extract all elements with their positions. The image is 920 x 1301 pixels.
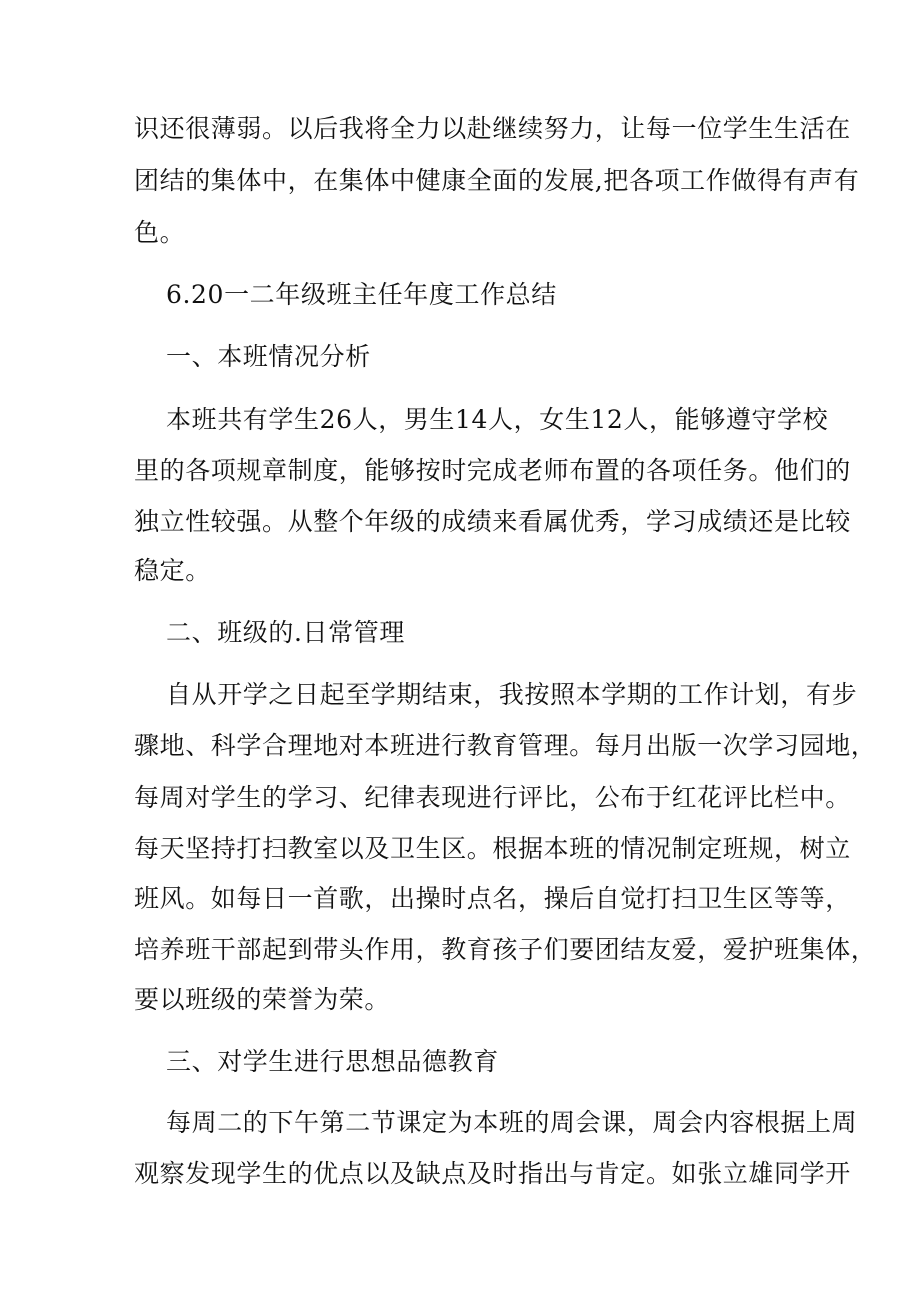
paragraph-line: 每周二的下午第二节课定为本班的周会课，周会内容根据上周 [166,1108,858,1137]
paragraph-line: 每天坚持打扫教室以及卫生区。根据本班的情况制定班规，树立 [134,834,851,863]
section-heading: 三、对学生进行思想品德教育 [166,1047,499,1076]
paragraph-line: 识还很薄弱。以后我将全力以赴继续努力，让每一位学生生活在 [134,114,851,143]
paragraph-line: 每周对学生的学习、纪律表现进行评比，公布于红花评比栏中。 [134,783,851,812]
paragraph-line: 班风。如每日一首歌，出操时点名，操后自觉打扫卫生区等等， [134,884,851,913]
paragraph-line: 观察发现学生的优点以及缺点及时指出与肯定。如张立雄同学开 [134,1159,851,1188]
paragraph-line: 骤地、科学合理地对本班进行教育管理。每月出版一次学习园地， [134,731,877,760]
paragraph-line: 独立性较强。从整个年级的成绩来看属优秀，学习成绩还是比较 [134,507,851,536]
section-title: 6.20一二年级班主任年度工作总结 [166,280,557,309]
paragraph-line: 色。 [134,218,186,247]
paragraph-line: 培养班干部起到带头作用，教育孩子们要团结友爱，爱护班集体， [134,935,877,964]
section-heading: 二、班级的.日常管理 [166,618,405,647]
paragraph-line: 里的各项规章制度，能够按时完成老师布置的各项任务。他们的 [134,456,851,485]
paragraph-line: 自从开学之日起至学期结束，我按照本学期的工作计划，有步 [166,680,858,709]
section-heading: 一、本班情况分析 [166,342,371,371]
paragraph-line: 稳定。 [134,556,211,585]
paragraph-line: 要以班级的荣誉为荣。 [134,985,391,1014]
paragraph-line: 团结的集体中，在集体中健康全面的发展,把各项工作做得有声有 [134,166,860,195]
paragraph-line: 本班共有学生26人，男生14人，女生12人，能够遵守学校 [166,405,829,434]
